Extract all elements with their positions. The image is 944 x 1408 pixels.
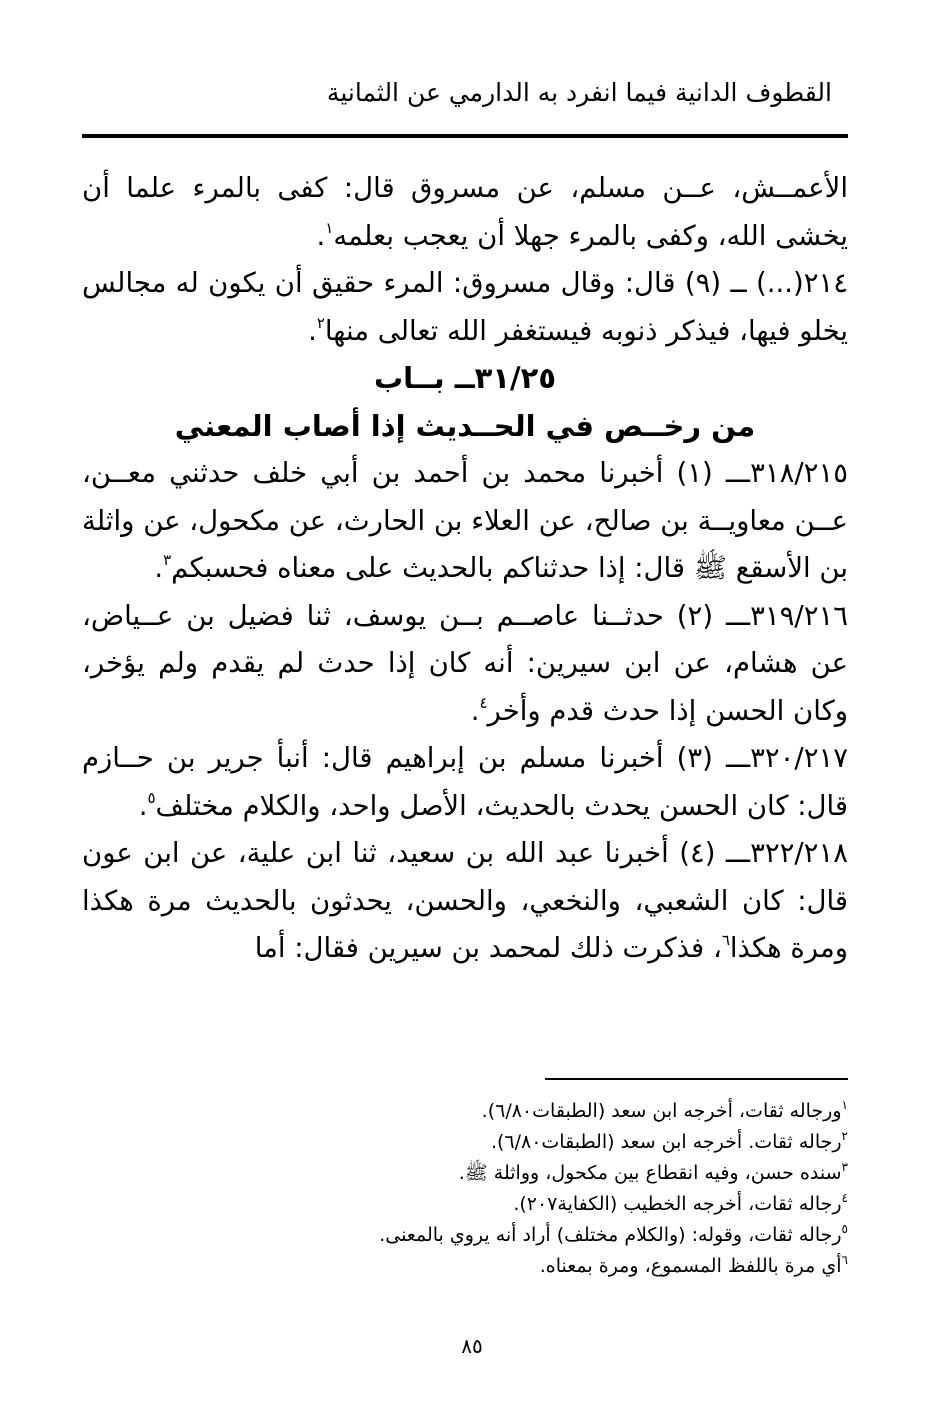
paragraph-214: ٢١٤(...) ــ (٩) قال: وقال مسروق: المرء حقيق أن يكون له مجالس يخلو فيها، فيذكر ذنوبه فيستغفر الله تعالى منها$^٢$.: [82, 267, 848, 347]
footnote-marker: ٥: [841, 1222, 848, 1236]
paragraph-216: ٣١٩/٢١٦ـــ (٢) حدثــنا عاصــم بــن يوسف، ثنا فضيل بن عــياض، عن هشام، عن ابن سيرين: أنه كان إذا حدث لم يقدم ولم يؤخر، وكان الحسن إذا حدث قدم وأخر$^٤$.: [82, 599, 849, 727]
footnote-marker: ٢: [841, 1129, 848, 1143]
footnote-1: $^١$ورجاله ثقات، أخرجه ابن سعد (الطبقات٦/٨٠).: [481, 1098, 848, 1122]
footnote-rule: [545, 1078, 848, 1080]
footnote-marker: ٤: [841, 1191, 848, 1205]
paragraph-1: الأعمــش، عــن مسلم، عن مسروق قال: كفى بالمرء علما أن يخشى الله، وكفى بالمرء جهلا أن يعجب بعلمه$^١$.: [82, 172, 848, 252]
footnote-ref-1: ١: [325, 218, 334, 237]
footnote-6: $^٦$أي مرة باللفظ المسموع، ومرة بمعناه.: [539, 1253, 848, 1277]
chapter-title-heading: من رخــص في الحــديث إذا أصاب المعني: [174, 408, 756, 443]
footnote-ref-5: ٥: [147, 788, 156, 807]
footnote-ref-2: ٢: [316, 313, 325, 332]
main-text: [82, 165, 848, 973]
footnote-marker: ٦: [841, 1253, 848, 1267]
chapter-number-heading: ٣١/٢٥ــ بــاب: [373, 361, 557, 395]
footnote-2: $^٢$رجاله ثقات. أخرجه ابن سعد (الطبقات٦/٨٠).: [490, 1129, 848, 1153]
footnotes: [208, 1096, 848, 1282]
paragraph-217: ٣٢٠/٢١٧ـــ (٣) أخبرنا مسلم بن إبراهيم قال: أنبأ جرير بن حــازم قال: كان الحسن يحدث بالحديث، الأصل واحد، والكلام مختلف$^٥$.: [82, 742, 849, 822]
footnote-ref-6: ٦: [721, 931, 730, 949]
footnote-marker: ٣: [841, 1160, 848, 1174]
running-header: القطوف الدانية فيما انفرد به الدارمي عن الثمانية: [326, 78, 832, 107]
footnote-4: $^٤$رجاله ثقات، أخرجه الخطيب (الكفاية٢٠٧).: [513, 1191, 848, 1215]
footnote-ref-3: ٣: [163, 551, 172, 569]
page-number: ٨٥: [461, 1334, 483, 1358]
footnote-3: $^٣$سنده حسن، وفيه انقطاع بين مكحول، وواثلة ﷺ.: [458, 1160, 848, 1184]
footnote-5: $^٥$رجاله ثقات، وقوله: (والكلام مختلف) أراد أنه يروي بالمعنى.: [379, 1222, 848, 1246]
paragraph-215: ٣١٨/٢١٥ـــ (١) أخبرنا محمد بن أحمد بن أبي خلف حدثني معــن، عــن معاويــة بن صالح، عن العلاء بن الحارث، عن مكحول، عن واثلة بن الأسقع ﷺ قال: إذا حدثناكم بالحديث على معناه فحسبكم$^٣$.: [82, 457, 848, 584]
footnote-marker: ١: [841, 1098, 848, 1112]
paragraph-218: ٣٢٢/٢١٨ـــ (٤) أخبرنا عبد الله بن سعيد، ثنا ابن علية، عن ابن عون قال: كان الشعبي، والنخعي، والحسن، يحدثون بالحديث مرة هكذا ومرة هكذا$^٦$، فذكرت ذلك لمحمد بن سيرين فقال: أما: [82, 837, 848, 964]
header-rule: [82, 134, 848, 138]
footnote-ref-4: ٤: [479, 693, 488, 712]
